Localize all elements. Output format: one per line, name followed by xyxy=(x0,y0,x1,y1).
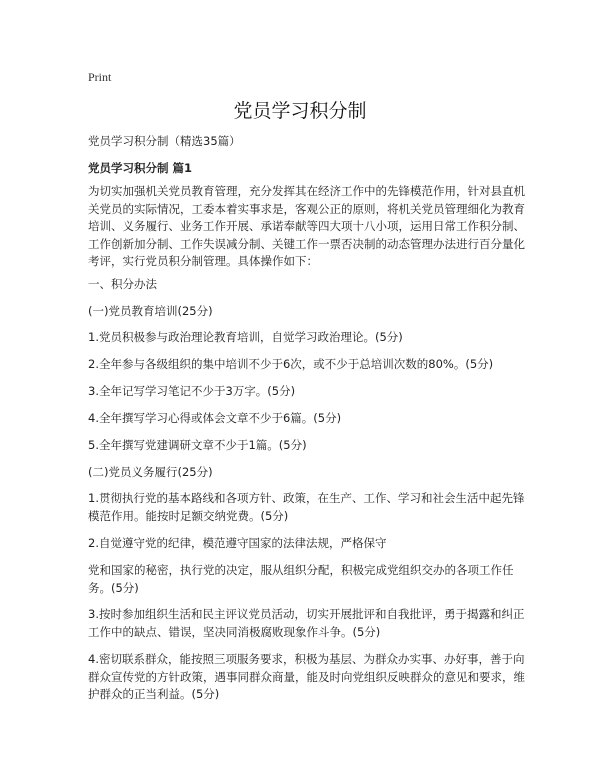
page-title: 党员学习积分制 xyxy=(233,100,367,122)
part-heading xyxy=(88,276,528,294)
list-item xyxy=(88,490,528,525)
subsection-heading xyxy=(88,464,528,482)
item-2: 2.全年参与各级组织的集中培训不少于6次，或不少于总培训次数的80%。(5分) xyxy=(88,357,494,371)
list-item xyxy=(88,356,528,374)
subsection-heading xyxy=(88,303,528,321)
item-4: 4.全年撰写学习心得或体会文章不少于6篇。(5分) xyxy=(88,411,342,425)
item-7: 2.自觉遵守党的纪律，模范遵守国家的法律法规，严格保守 xyxy=(88,536,387,550)
item-6: 1.贯彻执行党的基本路线和各项方针、政策，在生产、工作、学习和社会生活中起先锋模范作用。能按时足额交纳党费。(5分) xyxy=(88,491,525,523)
list-item xyxy=(88,329,528,347)
list-item xyxy=(88,437,528,455)
item-8: 3.按时参加组织生活和民主评议党员活动，切实开展批评和自我批评，勇于揭露和纠正工作中的缺点、错误，坚决同消极腐败现象作斗争。(5分) xyxy=(88,607,525,639)
list-item xyxy=(88,383,528,401)
item-5: 5.全年撰写党建调研文章不少于1篇。(5分) xyxy=(88,438,307,452)
item-7-continued: 党和国家的秘密，执行党的决定，服从组织分配，积极完成党组织交办的各项工作任务。(5分) xyxy=(88,563,514,595)
section-heading: 党员学习积分制 篇1 xyxy=(88,161,193,175)
list-item xyxy=(88,651,528,704)
list-item xyxy=(88,535,528,553)
intro-paragraph-block xyxy=(88,183,528,271)
item-3: 3.全年记写学习笔记不少于3万字。(5分) xyxy=(88,384,296,398)
subsection-2-heading: (二)党员义务履行(25分) xyxy=(88,465,213,479)
list-item xyxy=(88,410,528,428)
doc-subtitle: 党员学习积分制（精选35篇） xyxy=(88,134,241,148)
intro-paragraph: 为切实加强机关党员教育管理，充分发挥其在经济工作中的先锋模范作用，针对县直机关党员的实际情况，工委本着实事求是，客观公正的原则，将机关党员管理细化为教育培训、义务履行、业务工作开展、承诺奉献等四大项十八小项，运用日常工作积分制、工作创新加分制、工作失误减分制、关键工作一票否决制的动态管理办法进行百分量化考评，实行党员积分制管理。具体操作如下： xyxy=(88,184,525,268)
part-heading-text: 一、积分办法 xyxy=(88,277,157,291)
print-link[interactable]: Print xyxy=(88,70,112,84)
list-item xyxy=(88,606,528,641)
list-item xyxy=(88,562,528,597)
subsection-1-heading: (一)党员教育培训(25分) xyxy=(88,304,213,318)
item-9: 4.密切联系群众，能按照三项服务要求，积极为基层、为群众办实事、办好事，善于向群众宣传党的方针政策，遇事同群众商量，能及时向党组织反映群众的意见和要求，维护群众的正当利益。(5分) xyxy=(88,652,525,701)
item-1: 1.党员积极参与政治理论教育培训，自觉学习政治理论。(5分) xyxy=(88,330,403,344)
